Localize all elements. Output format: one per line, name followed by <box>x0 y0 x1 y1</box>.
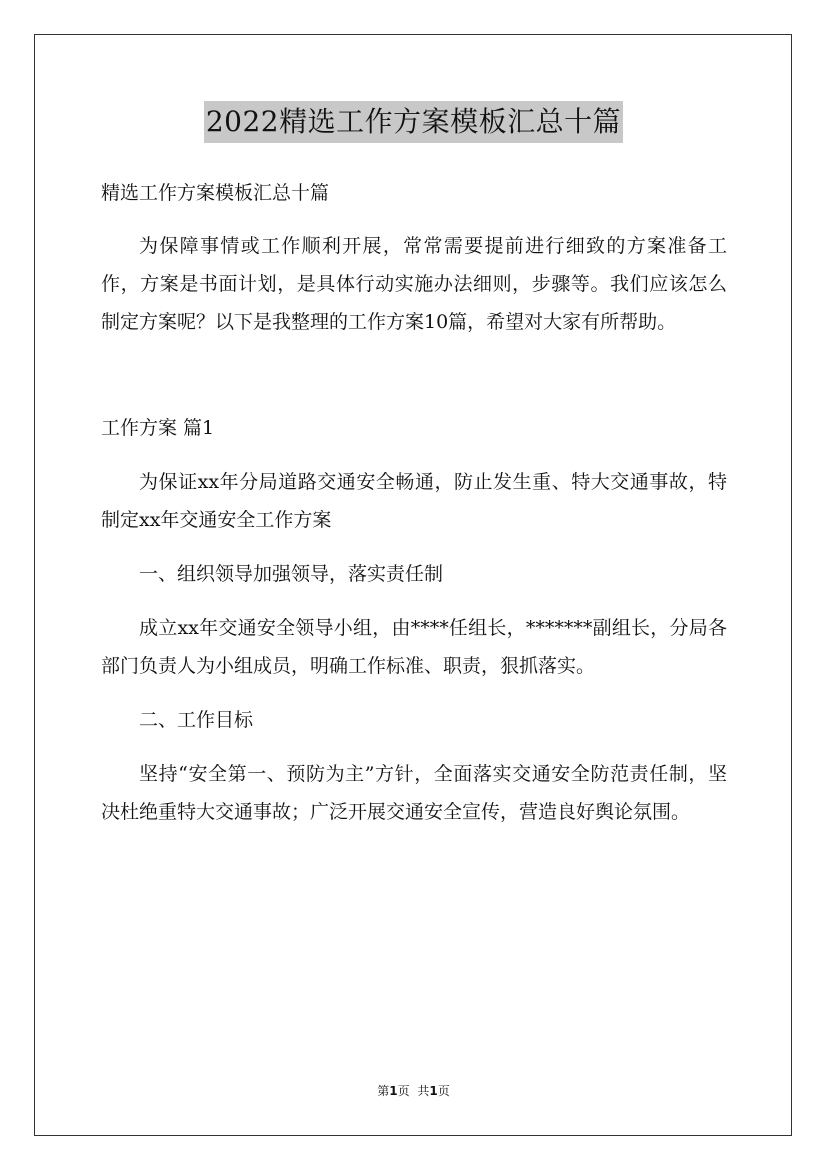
plan-1-organization-paragraph: 成立xx年交通安全领导小组，由****任组长，*******副组长，分局各部门负责人为小组成员，明确工作标准、职责，狠抓落实。 <box>101 617 727 677</box>
title-container <box>0 101 827 143</box>
page-footer <box>0 1082 827 1100</box>
plan-1-intro-paragraph: 为保证xx年分局道路交通安全畅通，防止发生重、特大交通事故，特制定xx年交通安全工作方案 <box>101 471 727 531</box>
plan-1-goals-paragraph: 坚持“安全第一、预防为主”方针，全面落实交通安全防范责任制，坚决杜绝重特大交通事故；广泛开展交通安全宣传，营造良好舆论氛围。 <box>101 763 727 823</box>
intro-paragraph: 为保障事情或工作顺利开展，常常需要提前进行细致的方案准备工作，方案是书面计划，是具体行动实施办法细则，步骤等。我们应该怎么制定方案呢？以下是我整理的工作方案10篇，希望对大家有所帮助。 <box>101 235 727 333</box>
plan-1-heading-organization: 一、组织领导加强领导，落实责任制 <box>139 563 444 585</box>
document-title: 2022精选工作方案模板汇总十篇 <box>204 101 623 143</box>
footer-total-suffix: 页 <box>437 1084 450 1098</box>
document-body <box>101 174 727 831</box>
plan-1-heading-goals: 二、工作目标 <box>139 709 254 731</box>
footer-page-number: 1 <box>389 1084 398 1098</box>
footer-page-suffix: 页 <box>397 1084 410 1098</box>
footer-page-prefix: 第 <box>377 1084 390 1098</box>
footer-total-prefix: 共 <box>417 1084 430 1098</box>
footer-total-pages: 1 <box>429 1084 438 1098</box>
subtitle-paragraph: 精选工作方案模板汇总十篇 <box>101 182 330 204</box>
section-heading-plan-1: 工作方案 篇1 <box>101 417 215 439</box>
